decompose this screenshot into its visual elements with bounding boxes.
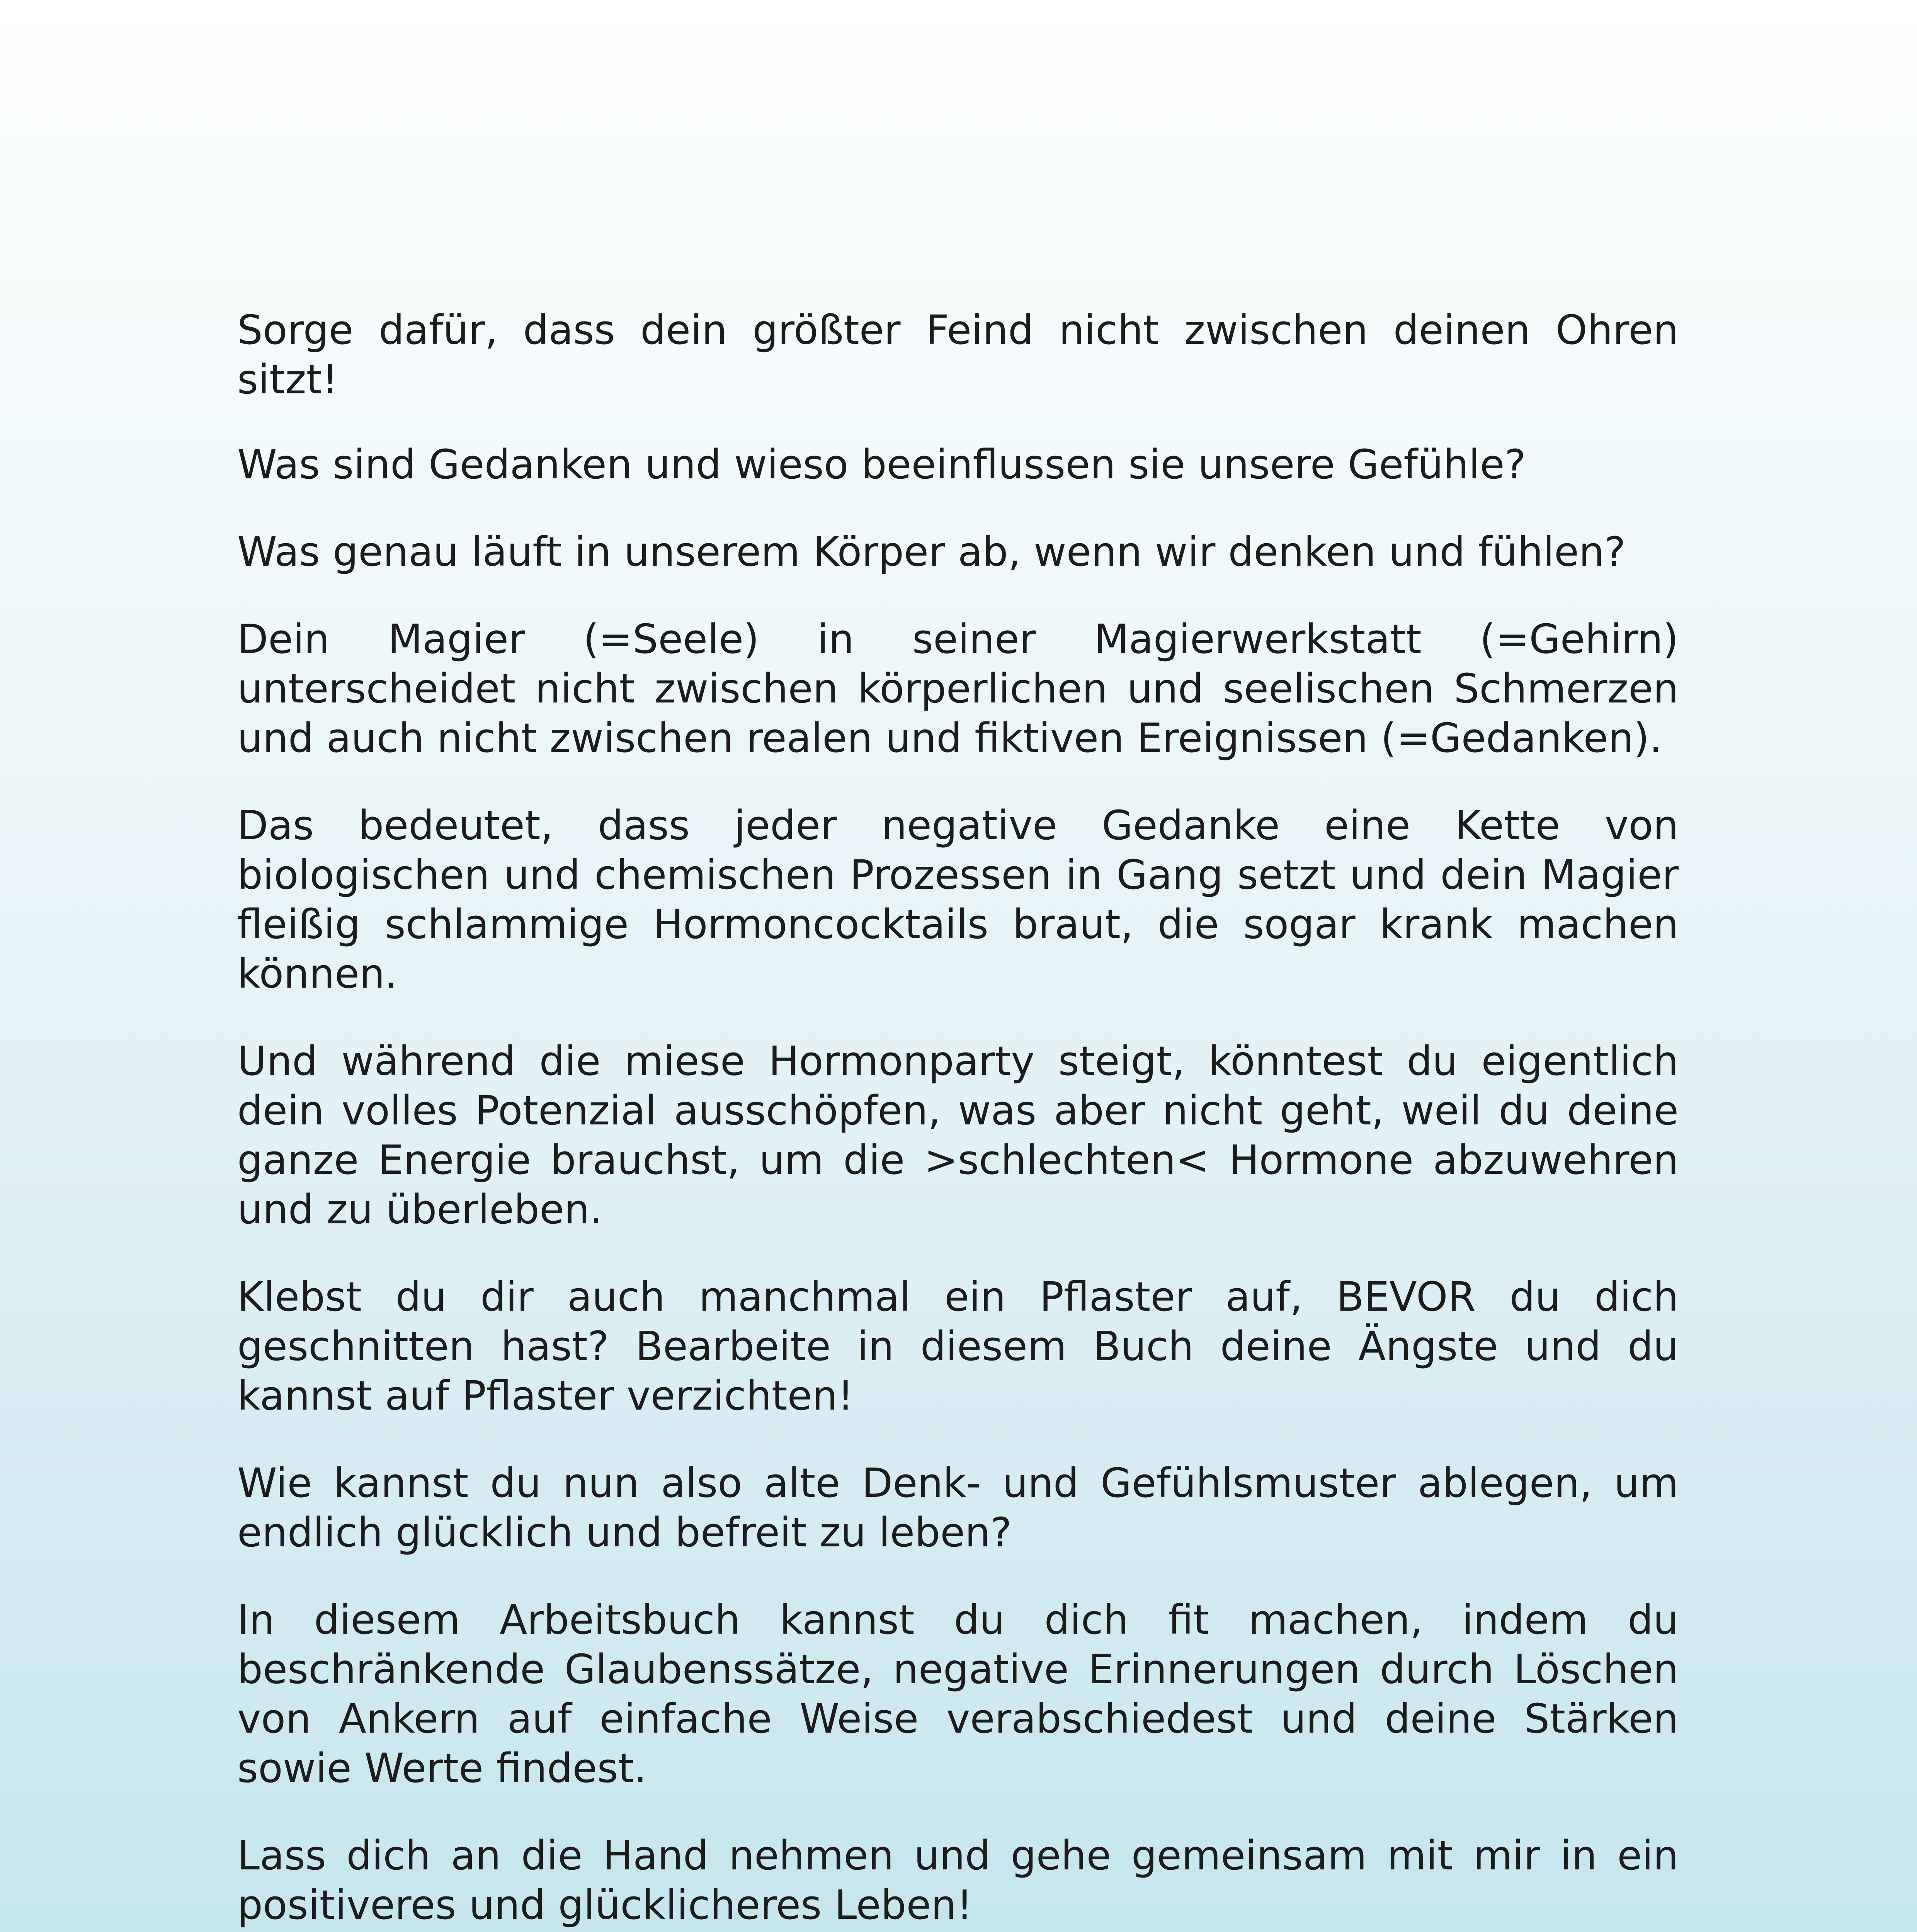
blurb-paragraph: In diesem Arbeitsbuch kannst du dich fit machen, indem du beschränkende Glaubenssätze, negative Erinnerungen durch Löschen von Ankern auf einfache Weise verabschiedest und deine Stärken sowie Werte findest.	[237, 1596, 1679, 1792]
blurb-paragraph: Dein Magier (=Seele) in seiner Magierwerkstatt (=Gehirn) unterscheidet nicht zwischen körperlichen und seelischen Schmerzen und auch nicht zwischen realen und fiktiven Ereignissen (=Gedanken).	[237, 616, 1679, 762]
blurb-paragraph: Wie kannst du nun also alte Denk- und Gefühlsmuster ablegen, um endlich glücklich und befreit zu leben?	[237, 1459, 1679, 1556]
blurb-paragraph: Lass dich an die Hand nehmen und gehe gemeinsam mit mir in ein positiveres und glücklicheres Leben!	[237, 1832, 1679, 1929]
blurb-paragraph: Was sind Gedanken und wieso beeinflussen sie unsere Gefühle?	[237, 441, 1526, 488]
blurb-paragraph: Klebst du dir auch manchmal ein Pflaster auf, BEVOR du dich geschnitten hast? Bearbeite in diesem Buch deine Ängste und du kannst auf Pflaster verzichten!	[237, 1273, 1679, 1419]
blurb-paragraph: Was genau läuft in unserem Körper ab, wenn wir denken und fühlen?	[237, 528, 1626, 575]
back-cover-blurb	[237, 305, 1679, 1932]
blurb-paragraph: Das bedeutet, dass jeder negative Gedanke eine Kette von biologischen und chemischen Prozessen in Gang setzt und dein Magier fleißig schlammige Hormoncocktails braut, die sogar krank machen können.	[237, 802, 1679, 997]
blurb-paragraph: Und während die miese Hormonparty steigt, könntest du eigentlich dein volles Potenzial ausschöpfen, was aber nicht geht, weil du deine ganze Energie brauchst, um die >schlechten< Hormone abzuwehren und zu überleben.	[237, 1037, 1679, 1233]
blurb-paragraph: Sorge dafür, dass dein größter Feind nicht zwischen deinen Ohren sitzt!	[237, 306, 1679, 403]
